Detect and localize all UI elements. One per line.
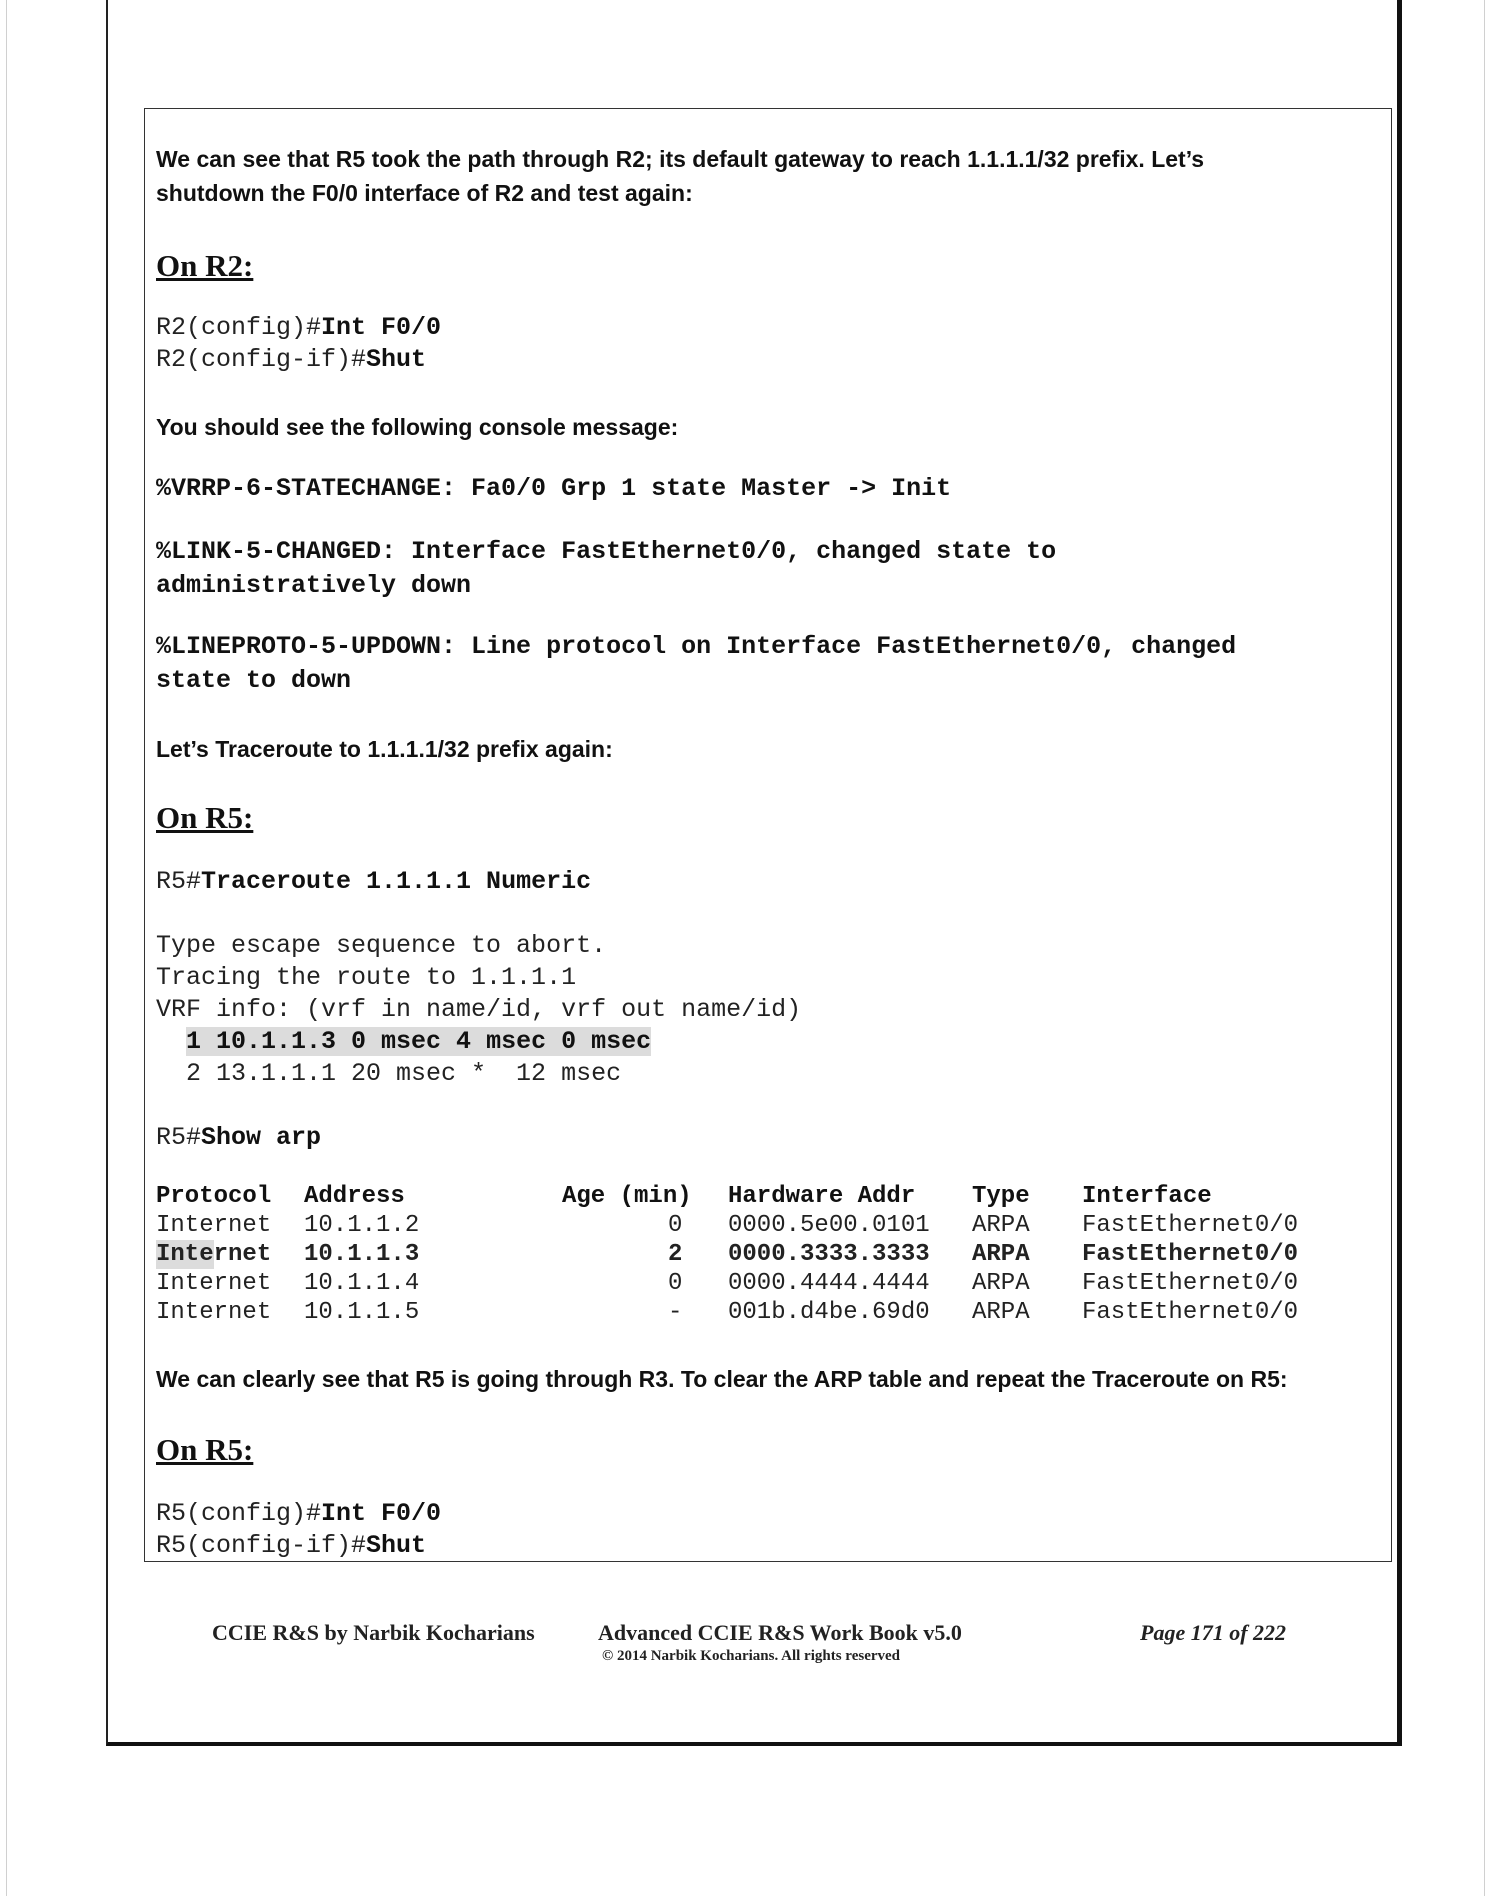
arp-cell-hardware: 001b.d4be.69d0 xyxy=(728,1299,930,1326)
arp-table xyxy=(156,1182,1299,1327)
traceroute-output-line2: Tracing the route to 1.1.1.1 xyxy=(156,963,577,992)
heading-on-r5-b: On R5: xyxy=(156,1432,254,1467)
traceroute-command: R5#Traceroute 1.1.1.1 Numeric xyxy=(156,867,592,896)
traceroute-intro: Let’s Traceroute to 1.1.1.1/32 prefix again: xyxy=(156,736,613,762)
arp-cell-age: - xyxy=(668,1299,683,1326)
arp-row xyxy=(156,1211,1299,1240)
arp-cell-address: 10.1.1.2 xyxy=(304,1212,420,1239)
r5-command-shut: R5(config-if)#Shut xyxy=(156,1531,427,1560)
arp-cell-address: 10.1.1.4 xyxy=(304,1270,420,1297)
footer-author: CCIE R&S by Narbik Kocharians xyxy=(212,1620,535,1645)
arp-cell-interface: FastEthernet0/0 xyxy=(1082,1212,1299,1239)
arp-row-highlighted xyxy=(156,1240,1299,1269)
footer-page-number: Page 171 of 222 xyxy=(1140,1620,1287,1645)
arp-col-address: Address xyxy=(304,1183,405,1210)
arp-cell-interface: FastEthernet0/0 xyxy=(1082,1241,1299,1268)
intro-paragraph-line2: shutdown the F0/0 interface of R2 and test again: xyxy=(156,180,693,206)
heading-on-r5-a: On R5: xyxy=(156,800,254,835)
scan-edge-left xyxy=(6,0,7,1896)
arp-cell-type: ARPA xyxy=(972,1299,1030,1326)
final-paragraph: We can clearly see that R5 is going through R3. To clear the ARP table and repeat the Traceroute on R5: xyxy=(156,1366,1288,1392)
arp-cell-type: ARPA xyxy=(972,1241,1030,1268)
arp-col-age: Age (min) xyxy=(562,1183,692,1210)
arp-cell-type: ARPA xyxy=(972,1212,1030,1239)
footer-book-title: Advanced CCIE R&S Work Book v5.0 xyxy=(598,1620,962,1645)
arp-col-interface: Interface xyxy=(1082,1183,1212,1210)
msg-link-changed-line1: %LINK-5-CHANGED: Interface FastEthernet0/0, changed state to xyxy=(156,537,1057,566)
arp-cell-protocol: Internet xyxy=(156,1299,272,1326)
arp-cell-age: 0 xyxy=(668,1270,683,1297)
arp-row xyxy=(156,1269,1299,1298)
r2-command-int: R2(config)#Int F0/0 xyxy=(156,313,442,342)
r5-command-int: R5(config)#Int F0/0 xyxy=(156,1499,442,1528)
arp-cell-interface: FastEthernet0/0 xyxy=(1082,1270,1299,1297)
arp-cell-protocol: Internet xyxy=(156,1270,272,1297)
arp-col-type: Type xyxy=(972,1183,1030,1210)
arp-cell-hardware: 0000.3333.3333 xyxy=(728,1241,930,1268)
arp-cell-age: 0 xyxy=(668,1212,683,1239)
msg-lineproto-line1: %LINEPROTO-5-UPDOWN: Line protocol on Interface FastEthernet0/0, changed xyxy=(156,632,1237,661)
traceroute-output-line1: Type escape sequence to abort. xyxy=(156,931,607,960)
heading-on-r2: On R2: xyxy=(156,248,254,283)
intro-paragraph-line1: We can see that R5 took the path through R2; its default gateway to reach 1.1.1.1/32 prefix. Let’s xyxy=(156,146,1205,172)
msg-vrrp-statechange: %VRRP-6-STATECHANGE: Fa0/0 Grp 1 state Master -> Init xyxy=(156,474,952,503)
arp-cell-hardware: 0000.4444.4444 xyxy=(728,1270,930,1297)
traceroute-hop1: 1 10.1.1.3 0 msec 4 msec 0 msec xyxy=(186,1027,652,1056)
arp-cell-protocol: Internet xyxy=(156,1241,272,1268)
msg-lineproto-line2: state to down xyxy=(156,666,352,695)
r2-command-shut: R2(config-if)#Shut xyxy=(156,345,427,374)
traceroute-hop2: 2 13.1.1.1 20 msec * 12 msec xyxy=(156,1059,622,1088)
arp-cell-address: 10.1.1.5 xyxy=(304,1299,420,1326)
arp-cell-age: 2 xyxy=(668,1241,683,1268)
arp-cell-interface: FastEthernet0/0 xyxy=(1082,1299,1299,1326)
arp-row xyxy=(156,1298,1299,1327)
console-intro: You should see the following console message: xyxy=(156,414,679,440)
arp-col-hardware: Hardware Addr xyxy=(728,1183,916,1210)
footer-copyright: © 2014 Narbik Kocharians. All rights reserved xyxy=(602,1648,901,1664)
arp-cell-protocol: Internet xyxy=(156,1212,272,1239)
arp-cell-address: 10.1.1.3 xyxy=(304,1241,420,1268)
show-arp-command: R5#Show arp xyxy=(156,1123,322,1152)
arp-table-header xyxy=(156,1182,1212,1211)
traceroute-output-line3: VRF info: (vrf in name/id, vrf out name/id) xyxy=(156,995,802,1024)
arp-cell-hardware: 0000.5e00.0101 xyxy=(728,1212,930,1239)
arp-col-protocol: Protocol xyxy=(156,1183,272,1210)
scan-edge-right xyxy=(1484,0,1485,1896)
arp-cell-type: ARPA xyxy=(972,1270,1030,1297)
msg-link-changed-line2: administratively down xyxy=(156,571,472,600)
